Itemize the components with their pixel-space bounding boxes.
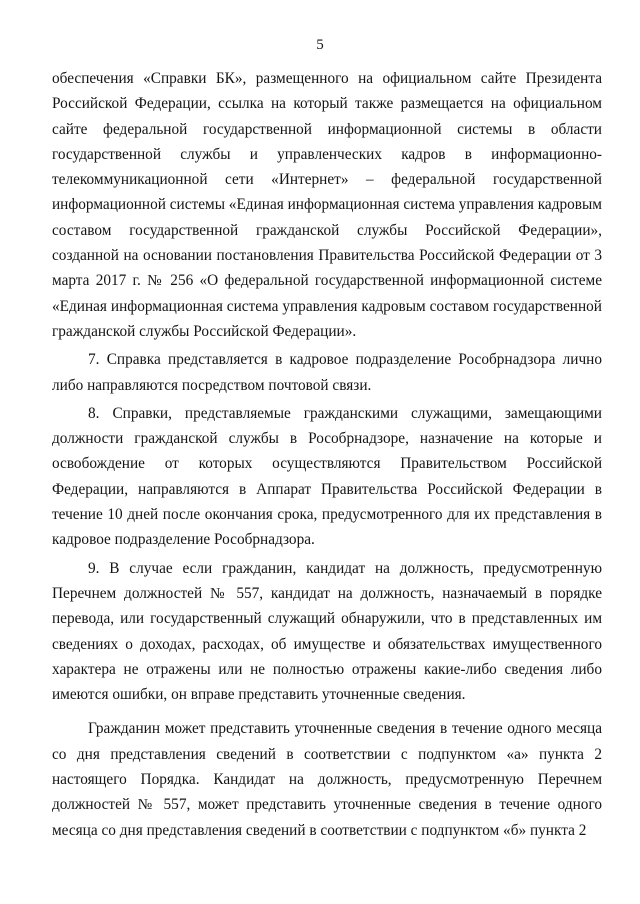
paragraph-continuation: обеспечения «Справки БК», размещенного на официальном сайте Президента Российской Федерации, ссылка на который также размещается на официальном сайте федеральной государственной информационной системы в области государственной службы и управленческих кадров в информационно-телекоммуникационной сети «Интернет» – федеральной государственной информационной системы «Единая информационная система управления кадровым составом государственной гражданской службы Российской Федерации», созданной на основании постановления Правительства Российской Федерации от 3 марта 2017 г. № 256 «О федеральной государственной информационной системе «Единая информационная система управления кадровым составом государственной гражданской службы Российской Федерации».: [52, 70, 602, 340]
paragraph-item-8: 8. Справки, представляемые гражданскими служащими, замещающими должности гражданской службы в Рособрнадзоре, назначение на которые и освобождение от которых осуществляются Правительством Российской Федерации, направляются в Аппарат Правительства Российской Федерации в течение 10 дней после окончания срока, предусмотренного для их представления в кадровое подразделение Рособрнадзора.: [52, 404, 602, 549]
document-body: [52, 66, 602, 843]
page-number: 5: [316, 37, 324, 53]
paragraph-item-7: 7. Справка представляется в кадровое подразделение Рособрнадзора лично либо направляются посредством почтовой связи.: [52, 351, 602, 394]
paragraph-item-9-continued: Гражданин может представить уточненные сведения в течение одного месяца со дня представления сведений в соответствии с подпунктом «а» пункта 2 настоящего Порядка. Кандидат на должность, предусмотренную Перечнем должностей № 557, может представить уточненные сведения в течение одного месяца со дня представления сведений в соответствии с подпунктом «б» пункта 2: [52, 720, 602, 839]
paragraph-item-9: 9. В случае если гражданин, кандидат на должность, предусмотренную Перечнем должностей № 557, кандидат на должность, назначаемый в порядке перевода, или государственный служащий обнаружили, что в представленных им сведениях о доходах, расходах, об имуществе и обязательствах имущественного характера не отражены или не полностью отражены какие-либо сведения либо имеются ошибки, он вправе представить уточненные сведения.: [52, 559, 602, 704]
